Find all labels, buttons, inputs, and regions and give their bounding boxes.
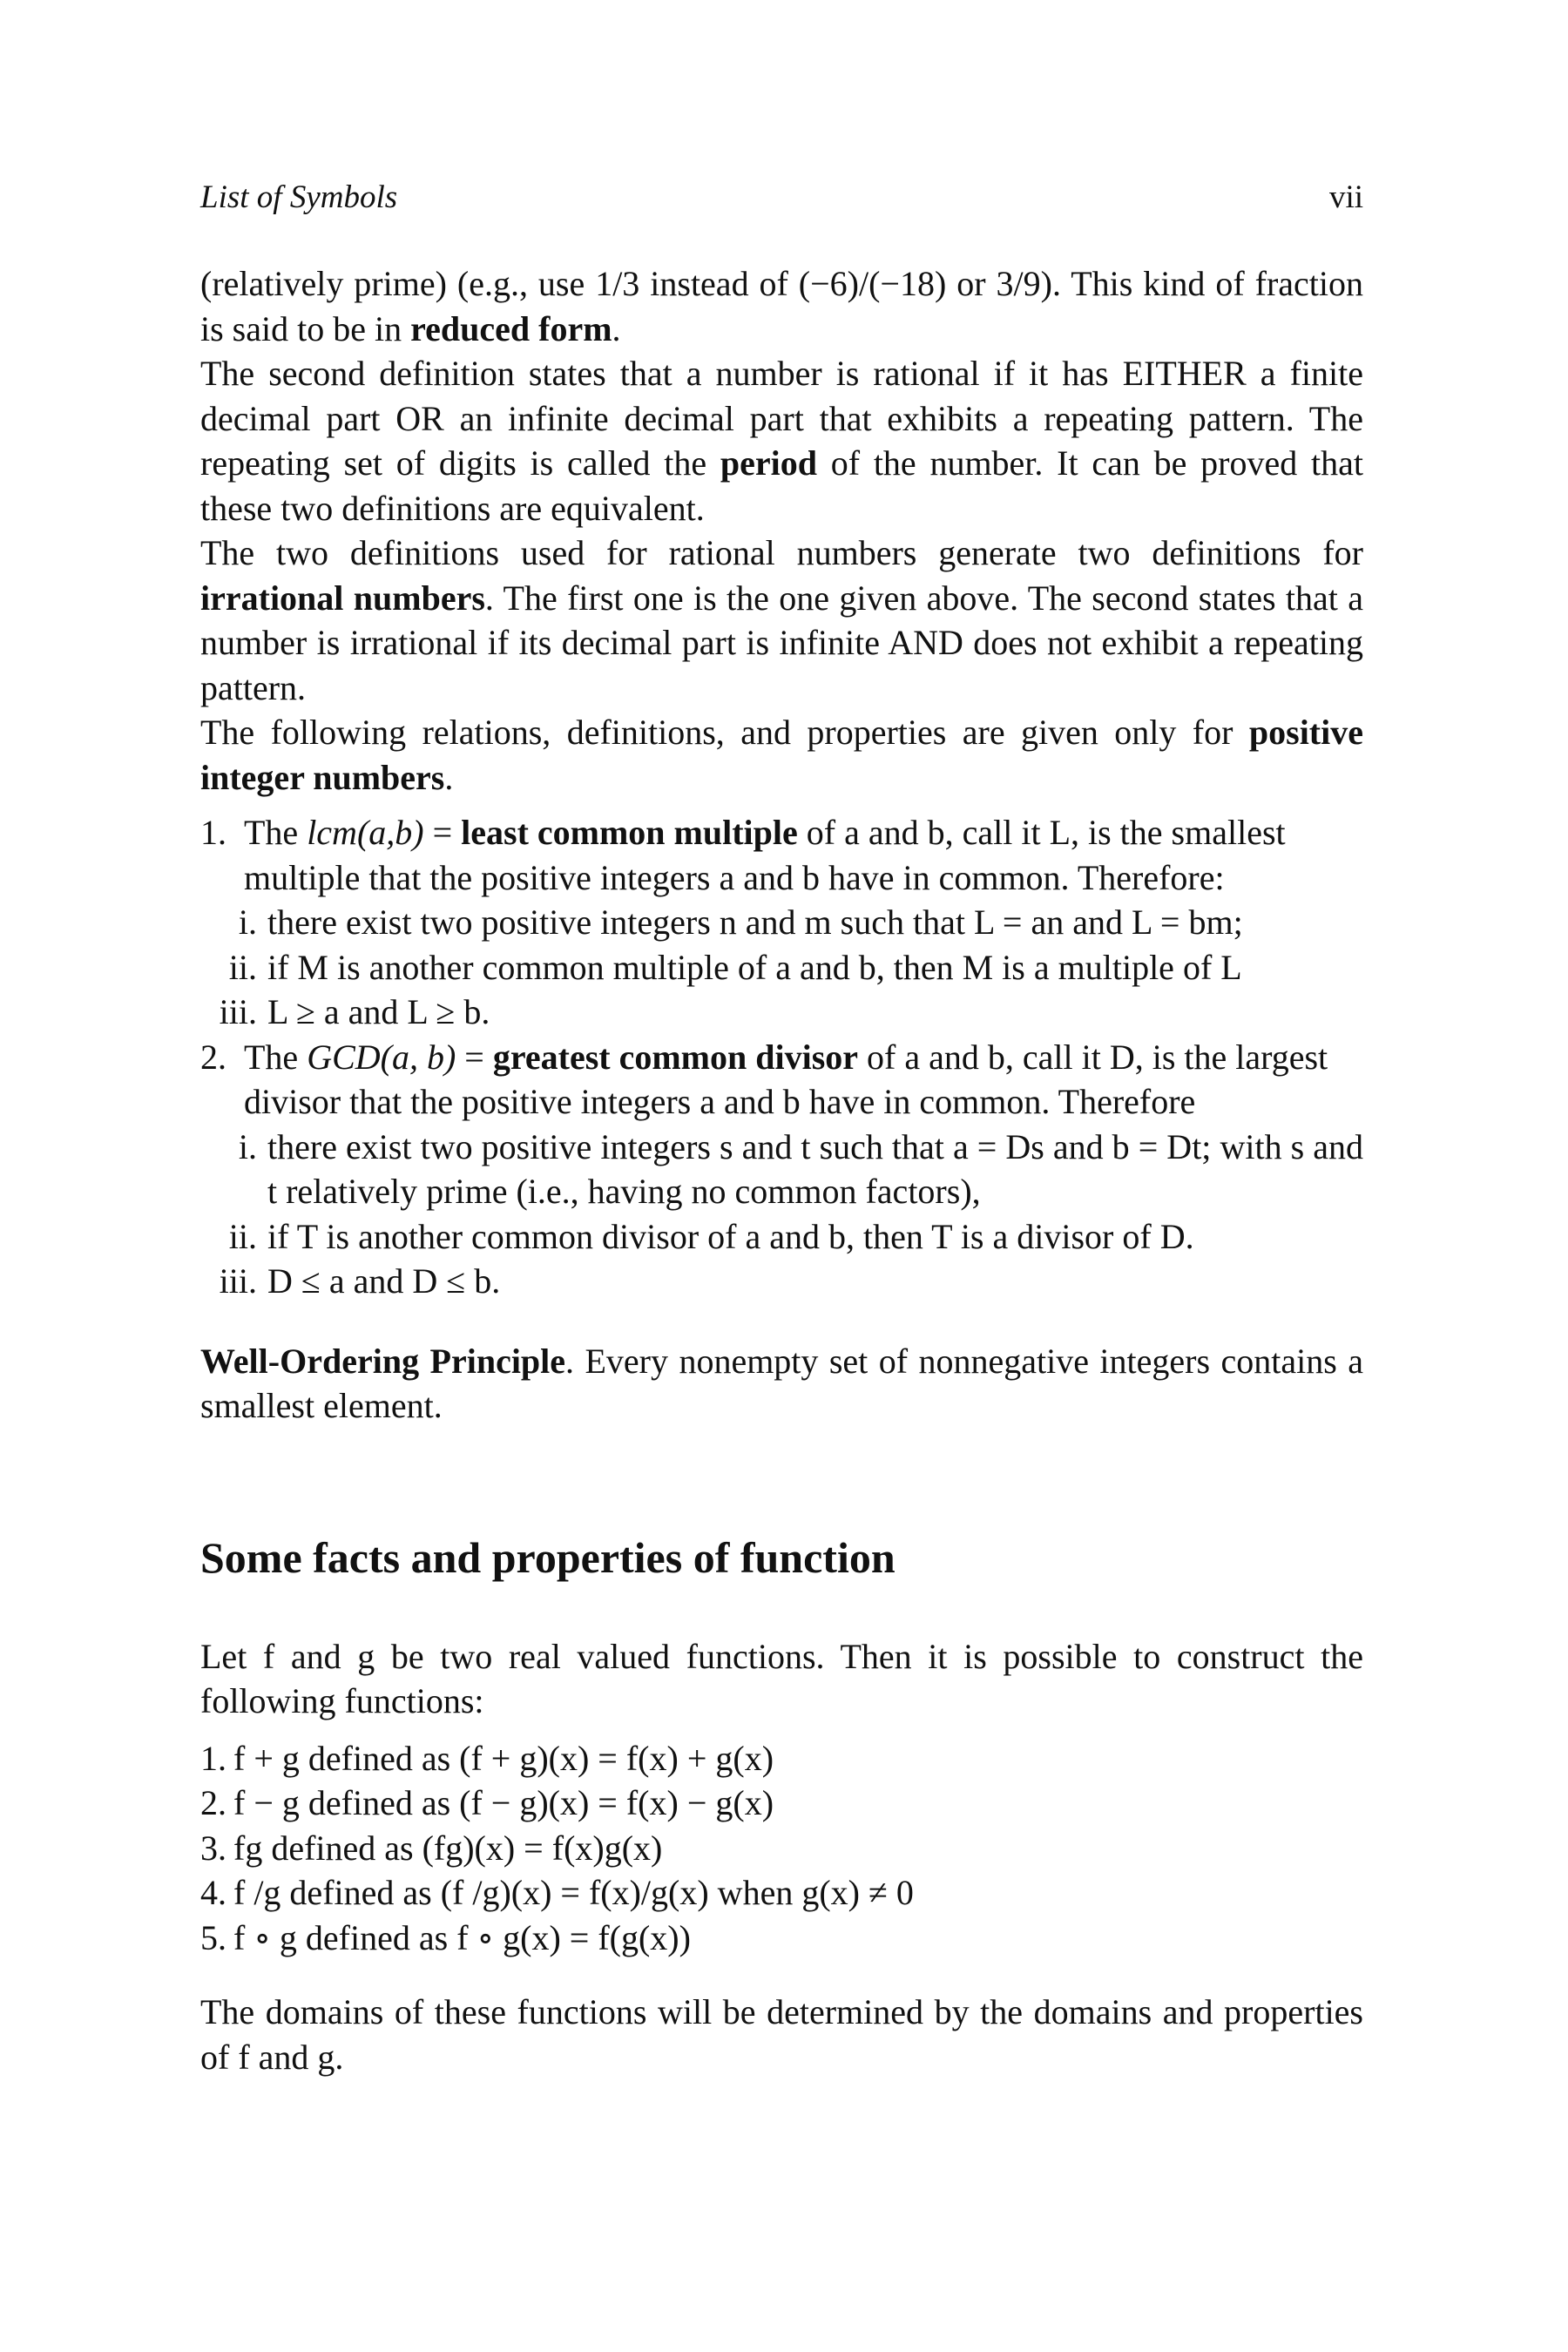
running-title: List of Symbols xyxy=(200,179,398,215)
paragraph-reduced-form: (relatively prime) (e.g., use 1/3 instead of (−6)/(−18) or 3/9). This kind of fraction is said to be in reduced form. xyxy=(200,264,1363,348)
closing-paragraph: The domains of these functions will be determined by the domains and properties of f and g. xyxy=(200,1992,1363,2077)
gcd-property: iii. D ≤ a and D ≤ b. xyxy=(219,1261,501,1301)
gcd-property: ii. if T is another common divisor of a and b, then T is a divisor of D. xyxy=(228,1216,1194,1256)
well-ordering-principle: Well-Ordering Principle. Every nonempty set of nonnegative integers contains a smallest element. xyxy=(200,1341,1363,1425)
lcm-property: iii. L ≥ a and L ≥ b. xyxy=(219,992,490,1031)
page-number: vii xyxy=(1328,179,1363,215)
term-irrational-numbers: irrational numbers xyxy=(200,578,485,618)
paragraph-irrational: The two definitions used for rational numbers generate two definitions for irrational numbers. The first one is the one given above. The second states that a number is irrational if its decimal part is infinite AND does not exhibit a repeating pattern. xyxy=(200,533,1364,707)
lcm-property: ii. if M is another common multiple of a and b, then M is a multiple of L xyxy=(228,947,1242,987)
function-item: 5. f ∘ g defined as f ∘ g(x) = f(g(x)) xyxy=(200,1917,691,1957)
paragraph-period: The second definition states that a number is rational if it has EITHER a finite decimal part OR an infinite decimal part that exhibits a repeating pattern. The repeating set of digits is called the period of the number. It can be proved that these two definitions are equivalent. xyxy=(200,354,1363,528)
term-well-ordering-principle: Well-Ordering Principle xyxy=(200,1341,566,1381)
lcm-definition: 1. The lcm(a,b) = least common multiple of a and b, call it L, is the smallest multiple that the positive integers a and b have in common. Therefore: xyxy=(200,810,1363,900)
list-number: 2. xyxy=(200,1037,226,1077)
term-positive-integer-numbers: positive integer numbers xyxy=(200,713,1363,797)
function-item: 4. f /g defined as (f /g)(x) = f(x)/g(x) when g(x) ≠ 0 xyxy=(200,1873,914,1912)
function-item: 3. fg defined as (fg)(x) = f(x)g(x) xyxy=(200,1828,663,1868)
gcd-definition: 2. The GCD(a, b) = greatest common divisor of a and b, call it D, is the largest divisor that the positive integers a and b have in common. Therefore xyxy=(200,1035,1363,1125)
section-intro: Let f and g be two real valued functions. Then it is possible to construct the following functions: xyxy=(200,1636,1363,1720)
term-greatest-common-divisor: greatest common divisor xyxy=(492,1037,859,1077)
running-header xyxy=(200,179,1363,216)
lcm-property: i. there exist two positive integers n and m such that L = an and L = bm; xyxy=(238,902,1243,942)
function-item: 1. f + g defined as (f + g)(x) = f(x) + g(x) xyxy=(200,1738,774,1778)
body-text xyxy=(200,261,1363,2079)
function-item: 2. f − g defined as (f − g)(x) = f(x) − g(x) xyxy=(200,1783,774,1822)
gcd-notation: GCD(a, b) xyxy=(307,1037,456,1077)
lcm-notation: lcm(a,b) xyxy=(307,813,424,852)
list-number: 1. xyxy=(200,813,226,852)
term-least-common-multiple: least common multiple xyxy=(461,813,798,852)
gcd-property: i. there exist two positive integers s and t such that a = Ds and b = Dt; with s and t relatively prime (i.e., having no common factors), xyxy=(238,1126,1363,1211)
term-period: period xyxy=(720,443,817,483)
paragraph-positive-integers: The following relations, definitions, and properties are given only for positive integer numbers. xyxy=(200,713,1363,797)
definitions-list xyxy=(200,810,1363,1304)
function-list xyxy=(200,1736,1363,1961)
section-heading: Some facts and properties of function xyxy=(200,1532,896,1582)
term-reduced-form: reduced form xyxy=(410,308,612,348)
